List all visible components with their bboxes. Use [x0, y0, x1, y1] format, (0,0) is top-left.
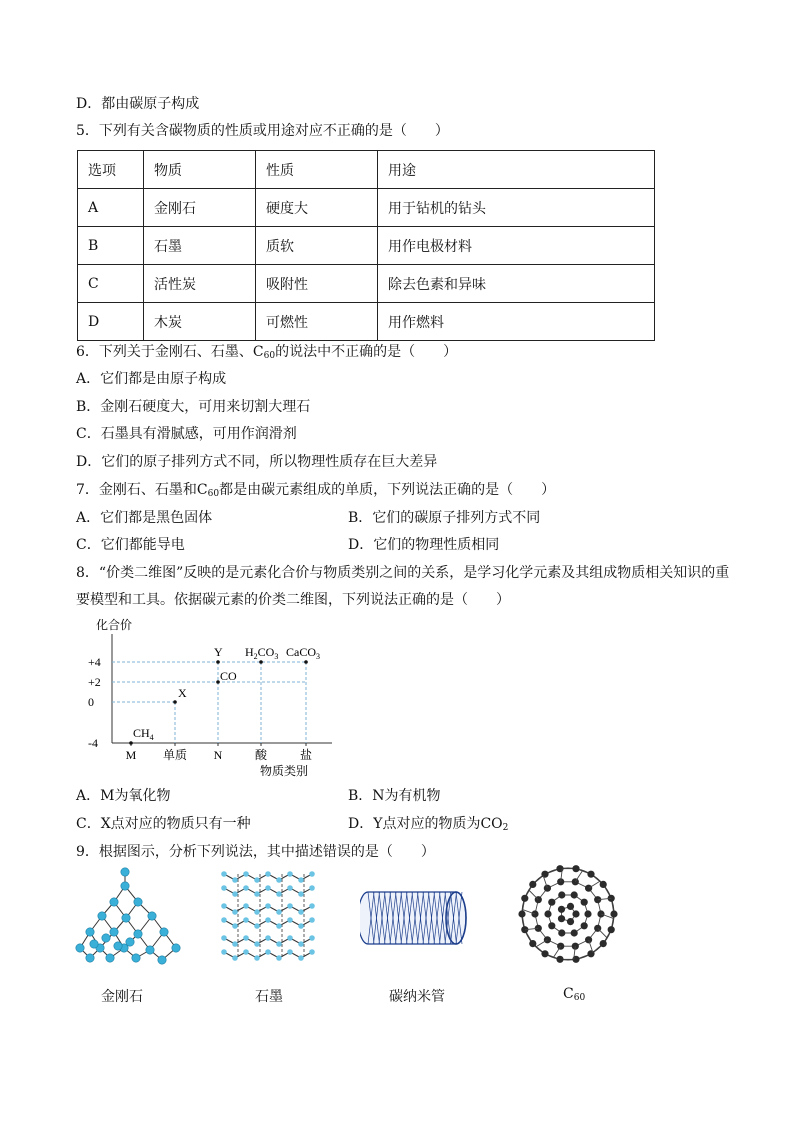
table-cell: 用作电极材料	[378, 227, 655, 265]
carbon-atom	[558, 891, 565, 898]
carbon-atom	[600, 940, 607, 947]
carbon-atom	[243, 885, 249, 891]
carbon-atom	[243, 903, 249, 909]
diamond-label: 金刚石	[101, 989, 143, 1005]
carbon-atom	[276, 891, 282, 897]
carbon-atom	[587, 871, 594, 878]
carbon-atom	[548, 922, 555, 929]
carbon-atom	[587, 950, 594, 957]
carbon-atom	[148, 912, 156, 920]
table-cell: 除去色素和异味	[378, 265, 655, 303]
carbon-atom	[254, 955, 260, 961]
diamond-structure-image	[70, 860, 188, 972]
carbon-atom	[221, 949, 227, 955]
q7-option-d: D．它们的物理性质相同	[348, 537, 500, 553]
carbon-atom	[132, 954, 140, 962]
carbon-atom	[254, 909, 260, 915]
carbon-atom	[98, 912, 106, 920]
carbon-atom	[571, 929, 578, 936]
carbon-atom	[221, 885, 227, 891]
carbon-atom	[558, 929, 565, 936]
carbon-atom	[558, 906, 565, 913]
carbon-atom	[221, 935, 227, 941]
carbon-atom	[581, 922, 588, 929]
carbon-atom	[243, 917, 249, 923]
carbon-atom	[134, 898, 142, 906]
carbon-atom	[541, 950, 548, 957]
q7-option-a: A．它们都是黑色固体	[76, 510, 213, 526]
carbon-atom	[521, 895, 528, 902]
carbon-atom	[309, 871, 315, 877]
carbon-atom	[584, 910, 591, 917]
carbon-atom	[298, 955, 304, 961]
q6-option-d: D．它们的原子排列方式不同，所以物理性质存在巨大差异	[76, 454, 438, 470]
table-cell: 硬度大	[256, 189, 378, 227]
q8-stem-line2: 要模型和工具。依据碳元素的价类二维图，下列说法正确的是（ ）	[76, 592, 510, 608]
q6-option-b: B．金刚石硬度大，可用来切割大理石	[76, 399, 311, 415]
carbon-atom	[309, 903, 315, 909]
carbon-atom	[276, 941, 282, 947]
carbon-atom	[610, 910, 617, 917]
table-cell: C	[78, 265, 144, 303]
q6-option-c: C．石墨具有滑腻感，可用作润滑剂	[76, 426, 297, 442]
carbon-atom	[309, 885, 315, 891]
carbon-atom	[90, 940, 98, 948]
x-tick-label: 盐	[299, 748, 313, 762]
carbon-atom	[243, 935, 249, 941]
q8-stem-line1: 8．“价类二维图”反映的是元素化合价与物质类别之间的关系，是学习化学元素及其组成物质相关知识的重	[76, 565, 730, 581]
carbon-atom	[265, 949, 271, 955]
carbon-atom	[232, 923, 238, 929]
q4-option-d: D．都由碳原子构成	[76, 96, 200, 112]
carbon-atom	[265, 935, 271, 941]
nanotube-label: 碳纳米管	[389, 989, 445, 1005]
y-tick-label: -4	[88, 736, 98, 750]
carbon-atom	[110, 928, 118, 936]
carbon-atom	[232, 955, 238, 961]
x-tick-label: 单质	[162, 748, 188, 762]
table-row	[78, 189, 655, 227]
carbon-atom	[298, 909, 304, 915]
table-cell: 木炭	[144, 303, 256, 341]
q8-option-c: C．X点对应的物质只有一种	[76, 816, 251, 832]
carbon-atom	[276, 955, 282, 961]
carbon-atom	[121, 868, 129, 876]
data-label: $CH_4$	[133, 726, 154, 742]
carbon-atom	[529, 940, 536, 947]
q7-option-b: B．它们的碳原子排列方式不同	[348, 510, 541, 526]
q5-table	[77, 150, 655, 341]
q6-stem: 6．下列关于金刚石、石墨、$C_{60}$的说法中不正确的是（ ）	[76, 344, 458, 361]
table-cell: D	[78, 303, 144, 341]
table-cell: 用作燃料	[378, 303, 655, 341]
carbon-atom	[298, 941, 304, 947]
y-tick-label: +2	[88, 675, 101, 689]
carbon-atom	[254, 877, 260, 883]
carbon-atom	[232, 891, 238, 897]
carbon-atom	[265, 917, 271, 923]
q8-option-a: A．M为氧化物	[76, 788, 171, 804]
carbon-atom	[558, 915, 565, 922]
carbon-atom	[572, 910, 579, 917]
table-cell: 质软	[256, 227, 378, 265]
carbon-atom	[600, 881, 607, 888]
carbon-atom	[265, 885, 271, 891]
carbon-atom	[86, 928, 94, 936]
c60-bond-line	[529, 890, 539, 900]
carbon-atom	[298, 891, 304, 897]
x-tick-label: 酸	[254, 748, 268, 762]
table-cell: 用于钻机的钻头	[378, 189, 655, 227]
graphite-structure-image	[216, 860, 328, 972]
carbon-atom	[541, 871, 548, 878]
c60-structure-image	[510, 860, 630, 972]
data-label: Y	[214, 645, 223, 659]
carbon-atom	[158, 956, 166, 964]
carbon-atom	[298, 923, 304, 929]
valence-category-chart	[70, 612, 342, 782]
carbon-atom	[106, 954, 114, 962]
carbon-atom	[232, 909, 238, 915]
carbon-atom	[548, 899, 555, 906]
carbon-atom	[114, 942, 122, 950]
carbon-atom	[160, 928, 168, 936]
carbon-atom	[102, 934, 110, 942]
carbon-atom	[221, 903, 227, 909]
table-row	[78, 227, 655, 265]
table-cell: 金刚石	[144, 189, 256, 227]
x-tick-label: M	[125, 748, 137, 762]
table-header-cell: 选项	[78, 151, 144, 189]
graphite-label: 石墨	[255, 989, 283, 1005]
data-point	[304, 660, 308, 664]
carbon-atom	[243, 949, 249, 955]
carbon-atom	[309, 935, 315, 941]
table-header-cell: 用途	[378, 151, 655, 189]
carbon-atom	[254, 891, 260, 897]
carbon-atom	[86, 954, 94, 962]
carbon-atom	[287, 885, 293, 891]
carbon-atom	[309, 917, 315, 923]
carbon-atom	[581, 899, 588, 906]
table-cell: 活性炭	[144, 265, 256, 303]
carbon-atom	[287, 871, 293, 877]
carbon-atom	[557, 943, 564, 950]
carbon-atom	[122, 914, 130, 922]
carbon-atom	[121, 882, 129, 890]
data-label: $H_2CO_3$	[245, 645, 279, 661]
q5-stem: 5．下列有关含碳物质的性质或用途对应不正确的是（ ）	[76, 123, 449, 139]
carbon-atom	[572, 878, 579, 885]
table-header-cell: 性质	[256, 151, 378, 189]
carbon-atom	[126, 938, 134, 946]
carbon-atom	[287, 935, 293, 941]
carbon-atom	[276, 877, 282, 883]
carbon-atom	[265, 903, 271, 909]
q7-stem: 7．金刚石、石墨和$C_{60}$都是由碳元素组成的单质，下列说法正确的是（ ）	[76, 482, 556, 499]
data-label: X	[178, 686, 187, 700]
carbon-atom	[276, 923, 282, 929]
carbon-atom	[254, 923, 260, 929]
x-tick-label: N	[213, 748, 223, 762]
y-tick-label: 0	[88, 695, 94, 709]
y-axis-title: 化合价	[96, 618, 133, 632]
q9-stem: 9．根据图示，分析下列说法，其中描述错误的是（ ）	[76, 844, 435, 860]
carbon-atom	[572, 865, 579, 872]
carbon-atom	[556, 956, 563, 963]
table-row	[78, 303, 655, 341]
carbon-atom	[287, 917, 293, 923]
carbon-atom	[76, 944, 84, 952]
carbon-atom	[567, 903, 574, 910]
carbon-atom	[254, 941, 260, 947]
q8-option-b: B．N为有机物	[348, 788, 441, 804]
carbon-atom	[287, 949, 293, 955]
table-cell: 石墨	[144, 227, 256, 265]
table-cell: 吸附性	[256, 265, 378, 303]
c60-label: $C_{60}$	[563, 986, 586, 1003]
table-cell: B	[78, 227, 144, 265]
carbon-atom	[544, 910, 551, 917]
carbon-atom	[232, 877, 238, 883]
c60-bond-line	[598, 928, 608, 938]
carbon-atom	[146, 946, 154, 954]
data-point	[216, 660, 220, 664]
carbon-atom	[518, 910, 525, 917]
carbon-atom	[221, 917, 227, 923]
carbon-atom	[221, 871, 227, 877]
table-header-row	[78, 151, 655, 189]
q6-option-a: A．它们都是由原子构成	[76, 371, 227, 387]
x-axis-title: 物质类别	[260, 764, 309, 778]
c60-bond-line	[536, 940, 548, 947]
table-row	[78, 265, 655, 303]
carbon-atom	[298, 877, 304, 883]
data-label: CaCO$_3$	[286, 645, 320, 661]
data-point	[173, 700, 177, 704]
c60-bond-line	[589, 881, 601, 888]
data-label: CO	[220, 669, 237, 683]
table-cell: 可燃性	[256, 303, 378, 341]
carbon-atom	[571, 891, 578, 898]
carbon-atom	[243, 871, 249, 877]
q7-option-c: C．它们都能导电	[76, 537, 185, 553]
carbon-atom	[309, 949, 315, 955]
carbon-atom	[608, 926, 615, 933]
carbon-atom	[110, 898, 118, 906]
data-point	[259, 660, 263, 664]
carbon-atom	[232, 941, 238, 947]
q8-option-d: D．Y点对应的物质为$CO_2$	[348, 816, 509, 833]
y-tick-label: +4	[88, 655, 101, 669]
carbon-atom	[134, 930, 142, 938]
carbon-atom	[172, 944, 180, 952]
data-point	[129, 741, 133, 745]
carbon-atom	[276, 909, 282, 915]
carbon-atom	[529, 881, 536, 888]
table-cell: A	[78, 189, 144, 227]
nanotube-structure-image	[360, 860, 472, 972]
carbon-atom	[265, 871, 271, 877]
table-header-cell: 物质	[144, 151, 256, 189]
carbon-atom	[567, 918, 574, 925]
carbon-atom	[287, 903, 293, 909]
